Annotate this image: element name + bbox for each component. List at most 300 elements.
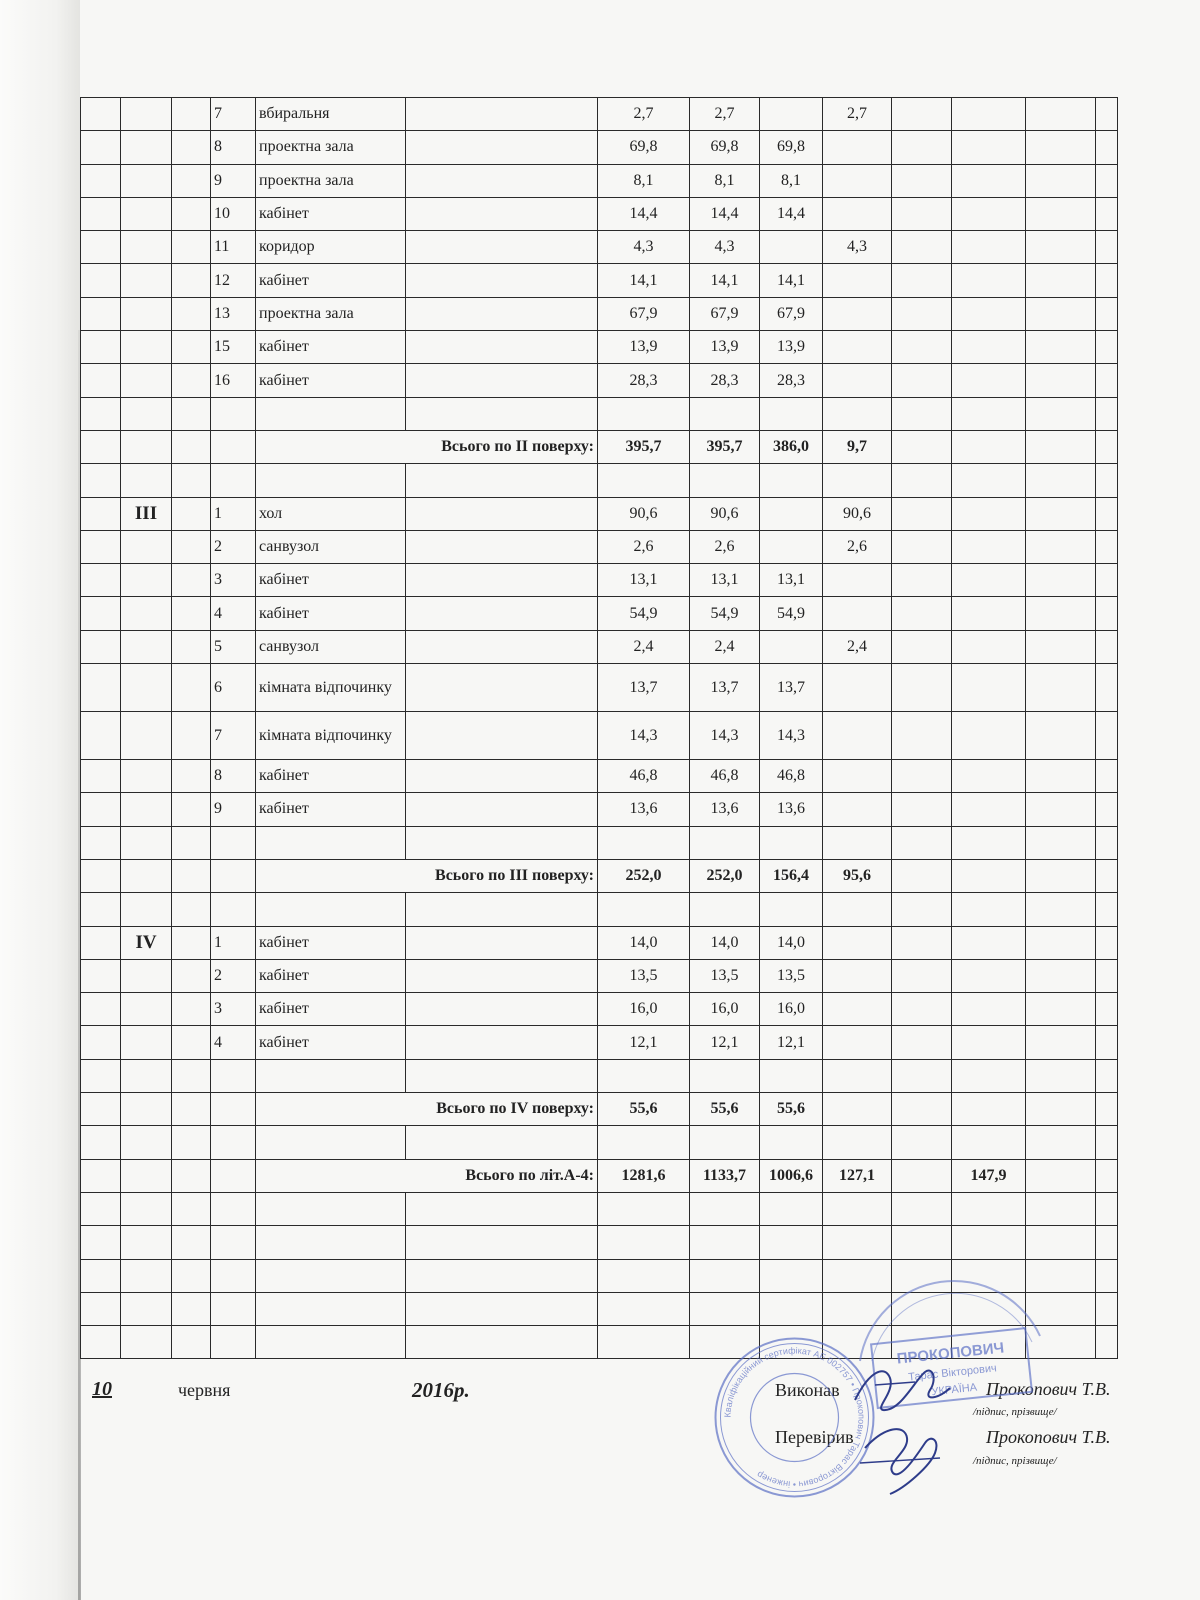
area-total: 13,7	[598, 664, 690, 712]
table-body	[81, 98, 1118, 1359]
cell-blank	[172, 597, 211, 630]
area-c11	[1026, 926, 1096, 959]
cell-blank	[1096, 264, 1118, 297]
cell-blank	[1096, 197, 1118, 230]
cell-blank	[172, 1026, 211, 1059]
area-aux	[823, 131, 892, 164]
cell-blank	[172, 98, 211, 131]
cell-blank	[823, 1059, 892, 1092]
performed-name: Прокопович Т.В.	[986, 1379, 1111, 1399]
cell-blank	[172, 760, 211, 793]
area-main: 12,1	[760, 1026, 823, 1059]
stamp-rect-line3: УКРАЇНА	[930, 1381, 978, 1399]
cell-blank	[690, 893, 760, 926]
cell-blank	[121, 1126, 172, 1159]
cell-blank	[1026, 1093, 1096, 1126]
cell-blank	[172, 1126, 211, 1159]
cell-blank	[81, 1059, 121, 1092]
area-main: 13,9	[760, 331, 823, 364]
area-total: 14,3	[598, 712, 690, 760]
cell-blank	[1096, 1259, 1118, 1292]
cell-blank	[823, 826, 892, 859]
cell-blank	[211, 464, 256, 497]
floor-cell	[121, 131, 172, 164]
room-name: кабінет	[256, 959, 406, 992]
area-c9	[892, 597, 952, 630]
cell-blank	[1026, 1059, 1096, 1092]
room-number: 3	[211, 993, 256, 1026]
area-living: 14,0	[690, 926, 760, 959]
area-c10	[952, 98, 1026, 131]
table-row	[81, 231, 1118, 264]
cell-blank	[81, 497, 121, 530]
cell-blank	[760, 1226, 823, 1259]
cell-blank	[406, 164, 598, 197]
area-c10	[952, 131, 1026, 164]
total-c9	[892, 1093, 952, 1126]
area-main: 54,9	[760, 597, 823, 630]
cell-blank	[121, 826, 172, 859]
area-main: 69,8	[760, 131, 823, 164]
cell-blank	[598, 1326, 690, 1359]
area-c9	[892, 231, 952, 264]
cell-blank	[406, 993, 598, 1026]
area-c9	[892, 197, 952, 230]
area-main: 14,0	[760, 926, 823, 959]
cell-blank	[1096, 712, 1118, 760]
room-number: 1	[211, 497, 256, 530]
cell-blank	[256, 826, 406, 859]
area-living: 54,9	[690, 597, 760, 630]
cell-blank	[760, 464, 823, 497]
room-name: кабінет	[256, 364, 406, 397]
cell-blank	[760, 893, 823, 926]
room-number: 15	[211, 331, 256, 364]
cell-blank	[1026, 1126, 1096, 1159]
cell-blank	[211, 397, 256, 430]
cell-blank	[406, 1259, 598, 1292]
cell-blank	[81, 564, 121, 597]
area-c11	[1026, 630, 1096, 663]
cell-blank	[598, 397, 690, 430]
room-name: санвузол	[256, 530, 406, 563]
cell-blank	[892, 464, 952, 497]
cell-blank	[1026, 1226, 1096, 1259]
cell-blank	[81, 893, 121, 926]
cell-blank	[172, 131, 211, 164]
total-living: 395,7	[690, 430, 760, 463]
area-main: 28,3	[760, 364, 823, 397]
area-aux	[823, 331, 892, 364]
cell-blank	[1096, 1126, 1118, 1159]
total-main: 1006,6	[760, 1159, 823, 1192]
cell-blank	[406, 1226, 598, 1259]
floor-cell: IV	[121, 926, 172, 959]
area-main: 13,7	[760, 664, 823, 712]
area-living: 16,0	[690, 993, 760, 1026]
area-total: 14,0	[598, 926, 690, 959]
total-living: 1133,7	[690, 1159, 760, 1192]
table-row	[81, 712, 1118, 760]
area-living: 4,3	[690, 231, 760, 264]
room-number: 5	[211, 630, 256, 663]
cell-blank	[211, 1126, 256, 1159]
area-living: 2,7	[690, 98, 760, 131]
cell-blank	[172, 959, 211, 992]
cell-blank	[256, 1126, 406, 1159]
cell-blank	[81, 793, 121, 826]
area-c10	[952, 197, 1026, 230]
area-c9	[892, 331, 952, 364]
total-area: 55,6	[598, 1093, 690, 1126]
cell-blank	[81, 1192, 121, 1225]
area-c10	[952, 564, 1026, 597]
cell-blank	[892, 826, 952, 859]
total-c10	[952, 1093, 1026, 1126]
total-area: 395,7	[598, 430, 690, 463]
signature-checked	[845, 1418, 955, 1498]
table-row	[81, 497, 1118, 530]
area-aux	[823, 164, 892, 197]
cell-blank	[121, 1192, 172, 1225]
cell-blank	[172, 464, 211, 497]
floor-cell	[121, 164, 172, 197]
area-c9	[892, 264, 952, 297]
area-c11	[1026, 131, 1096, 164]
area-c9	[892, 297, 952, 330]
cell-blank	[81, 826, 121, 859]
area-c10	[952, 926, 1026, 959]
cell-blank	[1026, 430, 1096, 463]
cell-blank	[598, 826, 690, 859]
area-total: 67,9	[598, 297, 690, 330]
cell-blank	[211, 430, 256, 463]
table-row	[81, 793, 1118, 826]
area-c11	[1026, 497, 1096, 530]
stamp-round-text: Кваліфікаційний сертифікат АЕ 002757 • Прокопович Тарас Вікторович • інженер	[722, 1345, 867, 1490]
table-row	[81, 630, 1118, 663]
cell-blank	[406, 397, 598, 430]
cell-blank	[952, 464, 1026, 497]
performed-label: Виконав	[775, 1380, 840, 1400]
cell-blank	[172, 1192, 211, 1225]
room-number: 2	[211, 959, 256, 992]
table-row	[81, 959, 1118, 992]
cell-blank	[211, 1226, 256, 1259]
room-name: кімната відпочинку	[256, 664, 406, 712]
area-c11	[1026, 959, 1096, 992]
total-row	[81, 1159, 1118, 1192]
area-main: 8,1	[760, 164, 823, 197]
floor-cell	[121, 331, 172, 364]
room-number: 3	[211, 564, 256, 597]
cell-blank	[406, 1026, 598, 1059]
cell-blank	[81, 98, 121, 131]
cell-blank	[121, 893, 172, 926]
area-main: 67,9	[760, 297, 823, 330]
area-living: 2,6	[690, 530, 760, 563]
cell-blank	[81, 231, 121, 264]
cell-blank	[211, 1326, 256, 1359]
area-c9	[892, 131, 952, 164]
cell-blank	[1096, 297, 1118, 330]
cell-blank	[1096, 564, 1118, 597]
cell-blank	[406, 597, 598, 630]
area-c10	[952, 793, 1026, 826]
table-row	[81, 564, 1118, 597]
cell-blank	[211, 1192, 256, 1225]
cell-blank	[1096, 331, 1118, 364]
cell-blank	[172, 859, 211, 892]
area-main	[760, 98, 823, 131]
area-living: 13,1	[690, 564, 760, 597]
cell-blank	[81, 926, 121, 959]
cell-blank	[1026, 859, 1096, 892]
cell-blank	[1096, 1292, 1118, 1325]
cell-blank	[690, 1259, 760, 1292]
cell-blank	[172, 1159, 211, 1192]
table-row	[81, 760, 1118, 793]
cell-blank	[81, 712, 121, 760]
cell-blank	[760, 1192, 823, 1225]
cell-blank	[760, 1292, 823, 1325]
area-c11	[1026, 331, 1096, 364]
cell-blank	[690, 397, 760, 430]
signature-performed	[845, 1360, 955, 1420]
area-c9	[892, 712, 952, 760]
room-number: 12	[211, 264, 256, 297]
cell-blank	[81, 630, 121, 663]
area-c10	[952, 597, 1026, 630]
cell-blank	[211, 1093, 256, 1126]
table-row	[81, 664, 1118, 712]
room-number: 2	[211, 530, 256, 563]
total-main: 386,0	[760, 430, 823, 463]
cell-blank	[892, 1226, 952, 1259]
area-c11	[1026, 793, 1096, 826]
table-row	[81, 926, 1118, 959]
area-c9	[892, 530, 952, 563]
floor-cell	[121, 564, 172, 597]
area-total: 54,9	[598, 597, 690, 630]
area-main	[760, 630, 823, 663]
cell-blank	[823, 397, 892, 430]
area-total: 13,5	[598, 959, 690, 992]
cell-blank	[598, 1059, 690, 1092]
cell-blank	[81, 664, 121, 712]
cell-blank	[81, 331, 121, 364]
area-main: 13,5	[760, 959, 823, 992]
cell-blank	[121, 1326, 172, 1359]
cell-blank	[1096, 1093, 1118, 1126]
area-main: 16,0	[760, 993, 823, 1026]
cell-blank	[952, 397, 1026, 430]
total-aux: 127,1	[823, 1159, 892, 1192]
floor-cell	[121, 297, 172, 330]
total-area: 252,0	[598, 859, 690, 892]
cell-blank	[172, 826, 211, 859]
cell-blank	[211, 826, 256, 859]
cell-blank	[1096, 164, 1118, 197]
room-number: 8	[211, 760, 256, 793]
area-total: 13,9	[598, 331, 690, 364]
total-main: 55,6	[760, 1093, 823, 1126]
area-c11	[1026, 364, 1096, 397]
cell-blank	[172, 264, 211, 297]
cell-blank	[81, 993, 121, 1026]
room-number: 1	[211, 926, 256, 959]
cell-blank	[172, 993, 211, 1026]
cell-blank	[1096, 497, 1118, 530]
stamp-rect-line2: Тарас Вікторович	[907, 1362, 998, 1384]
cell-blank	[406, 497, 598, 530]
area-c10	[952, 231, 1026, 264]
area-aux	[823, 297, 892, 330]
cell-blank	[81, 1159, 121, 1192]
area-c11	[1026, 1026, 1096, 1059]
area-c10	[952, 993, 1026, 1026]
cell-blank	[172, 1259, 211, 1292]
floor-cell	[121, 364, 172, 397]
room-number: 7	[211, 712, 256, 760]
cell-blank	[172, 164, 211, 197]
cell-blank	[256, 1292, 406, 1325]
cell-blank	[81, 530, 121, 563]
cell-blank	[256, 1059, 406, 1092]
cell-blank	[81, 859, 121, 892]
cell-blank	[172, 926, 211, 959]
area-living: 69,8	[690, 131, 760, 164]
area-c11	[1026, 98, 1096, 131]
cell-blank	[690, 1226, 760, 1259]
area-aux	[823, 264, 892, 297]
cell-blank	[81, 164, 121, 197]
area-c9	[892, 993, 952, 1026]
cell-blank	[81, 397, 121, 430]
cell-blank	[172, 712, 211, 760]
cell-blank	[1096, 1026, 1118, 1059]
table-row	[81, 164, 1118, 197]
table-row	[81, 264, 1118, 297]
cell-blank	[823, 893, 892, 926]
total-c9	[892, 859, 952, 892]
area-aux	[823, 793, 892, 826]
area-total: 2,4	[598, 630, 690, 663]
cell-blank	[406, 893, 598, 926]
cell-blank	[406, 364, 598, 397]
area-aux	[823, 993, 892, 1026]
date-year: 2016р.	[412, 1378, 470, 1402]
empty-row	[81, 1192, 1118, 1225]
cell-blank	[892, 1059, 952, 1092]
cell-blank	[1096, 98, 1118, 131]
area-aux: 2,7	[823, 98, 892, 131]
floor-cell	[121, 630, 172, 663]
cell-blank	[81, 1226, 121, 1259]
cell-blank	[121, 397, 172, 430]
area-aux	[823, 364, 892, 397]
cell-blank	[598, 1259, 690, 1292]
cell-blank	[406, 530, 598, 563]
room-name: кабінет	[256, 993, 406, 1026]
area-aux	[823, 664, 892, 712]
cell-blank	[598, 1226, 690, 1259]
area-total: 4,3	[598, 231, 690, 264]
cell-blank	[952, 1059, 1026, 1092]
cell-blank	[211, 1292, 256, 1325]
cell-blank	[256, 1259, 406, 1292]
area-c10	[952, 959, 1026, 992]
area-c11	[1026, 231, 1096, 264]
cell-blank	[690, 464, 760, 497]
area-total: 12,1	[598, 1026, 690, 1059]
cell-blank	[1096, 430, 1118, 463]
area-main: 13,1	[760, 564, 823, 597]
cell-blank	[81, 1126, 121, 1159]
room-name: кабінет	[256, 197, 406, 230]
floor-cell	[121, 959, 172, 992]
cell-blank	[406, 760, 598, 793]
floor-cell	[121, 993, 172, 1026]
area-c11	[1026, 164, 1096, 197]
area-total: 8,1	[598, 164, 690, 197]
area-c9	[892, 793, 952, 826]
cell-blank	[172, 397, 211, 430]
area-c10	[952, 331, 1026, 364]
area-main: 14,4	[760, 197, 823, 230]
area-c9	[892, 926, 952, 959]
cell-blank	[172, 430, 211, 463]
cell-blank	[892, 893, 952, 926]
room-name: кабінет	[256, 597, 406, 630]
cell-blank	[406, 197, 598, 230]
area-c9	[892, 98, 952, 131]
area-c9	[892, 664, 952, 712]
checked-label: Перевірив	[775, 1427, 854, 1447]
cell-blank	[760, 397, 823, 430]
room-number: 16	[211, 364, 256, 397]
cell-blank	[256, 1226, 406, 1259]
cell-blank	[172, 297, 211, 330]
area-aux	[823, 712, 892, 760]
table-row	[81, 197, 1118, 230]
cell-blank	[211, 859, 256, 892]
area-c10	[952, 164, 1026, 197]
cell-blank	[1096, 630, 1118, 663]
total-c10: 147,9	[952, 1159, 1026, 1192]
area-aux	[823, 597, 892, 630]
cell-blank	[172, 197, 211, 230]
total-c9	[892, 1159, 952, 1192]
cell-blank	[892, 1192, 952, 1225]
total-aux: 95,6	[823, 859, 892, 892]
cell-blank	[1026, 1192, 1096, 1225]
table-row	[81, 364, 1118, 397]
cell-blank	[81, 464, 121, 497]
cell-blank	[892, 397, 952, 430]
area-total: 14,4	[598, 197, 690, 230]
area-c10	[952, 664, 1026, 712]
table-row	[81, 331, 1118, 364]
table-row	[81, 597, 1118, 630]
area-aux: 2,6	[823, 530, 892, 563]
area-c10	[952, 760, 1026, 793]
cell-blank	[952, 1126, 1026, 1159]
floor-cell	[121, 98, 172, 131]
cell-blank	[760, 1259, 823, 1292]
room-name: кабінет	[256, 264, 406, 297]
area-c10	[952, 297, 1026, 330]
